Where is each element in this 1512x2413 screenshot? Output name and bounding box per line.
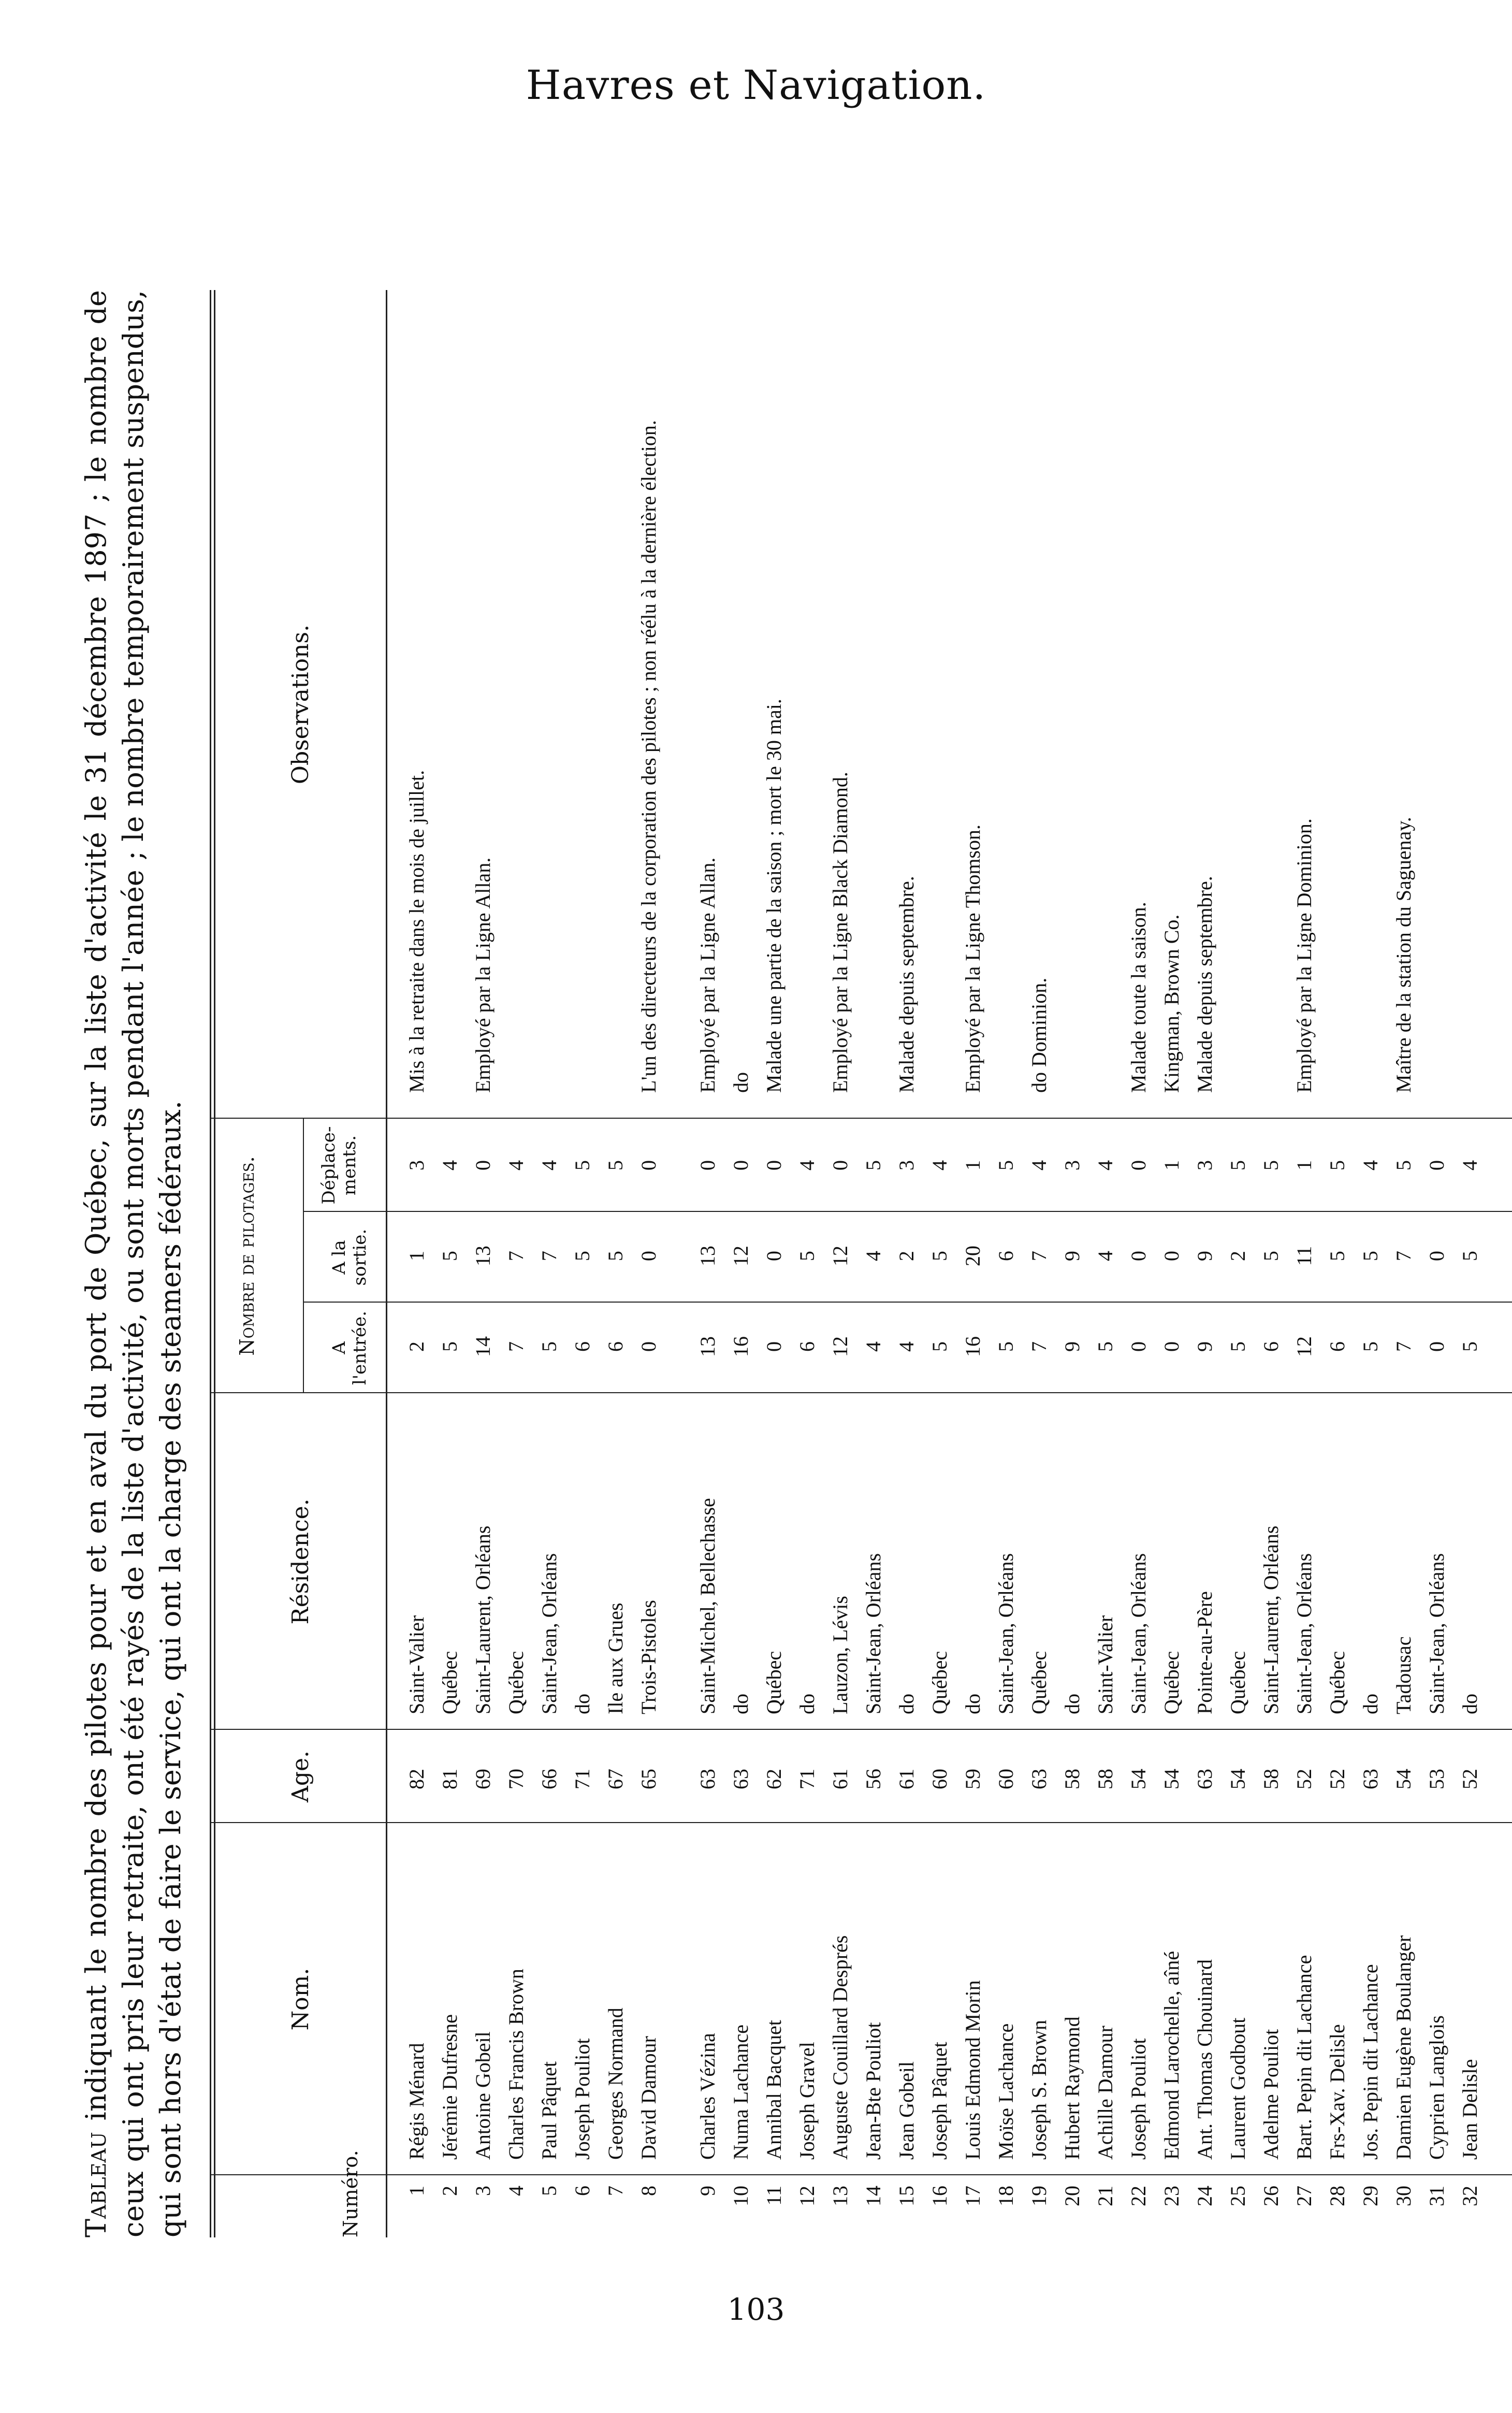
row-number: 32 [1458,2186,1481,2206]
row-age: 63 [1027,1769,1051,1789]
table-row [603,290,629,2237]
pilots-table [210,290,1512,2237]
row-residence: Québec [1326,1651,1349,1714]
row-sortie: 12 [828,1246,852,1266]
row-residence: Québec [928,1651,951,1714]
row-residence: do [795,1694,819,1714]
row-deplacements: 1 [1160,1160,1183,1171]
row-residence: Trois-Pistoles [637,1600,660,1714]
row-entree: 5 [994,1341,1017,1352]
row-residence: Saint-Jean, Orléans [862,1553,885,1714]
row-name: Jérémie Dufresne [438,2014,461,2160]
row-sortie: 0 [1160,1251,1183,1261]
table-row [794,290,820,2237]
row-deplacements: 5 [862,1160,885,1171]
row-name: Auguste Couillard Després [828,1935,852,2160]
row-number: 31 [1425,2186,1448,2206]
row-number: 21 [1094,2186,1117,2206]
row-entree: 6 [571,1341,594,1352]
row-residence: Saint-Jean, Orléans [537,1553,561,1714]
row-number: 6 [571,2186,594,2196]
row-observation: Malade toute la saison. [1127,902,1150,1093]
row-number: 2 [438,2186,461,2196]
row-residence: do [1359,1694,1382,1714]
row-residence: Québec [1160,1651,1183,1714]
row-deplacements: 1 [961,1160,984,1171]
row-sortie: 5 [571,1251,594,1261]
row-number: 10 [729,2186,752,2206]
row-name: Joseph Gravel [795,2042,819,2160]
row-observation: Malade une partie de la saison ; mort le 30 mai. [762,699,786,1093]
row-residence: do [571,1694,594,1714]
row-number: 25 [1226,2186,1249,2206]
row-number: 12 [795,2186,819,2206]
row-sortie: 4 [1094,1251,1117,1261]
row-number: 27 [1292,2186,1316,2206]
row-age: 70 [504,1769,528,1789]
row-entree: 12 [1292,1336,1316,1357]
row-age: 58 [1060,1769,1084,1789]
row-sortie: 7 [1027,1251,1051,1261]
table-row [1291,290,1317,2237]
row-sortie: 9 [1193,1251,1216,1261]
row-deplacements: 0 [828,1160,852,1171]
row-number: 3 [471,2186,495,2196]
row-name: Jean Delisle [1458,2059,1481,2160]
row-deplacements: 0 [696,1160,719,1171]
row-number: 8 [637,2186,660,2196]
table-caption [78,290,190,2237]
table-row [960,290,986,2237]
row-entree: 5 [537,1341,561,1352]
row-age: 81 [438,1769,461,1789]
row-deplacements: 0 [471,1160,495,1171]
row-number: 9 [696,2186,719,2196]
row-residence: Québec [762,1651,786,1714]
row-residence: do [1060,1694,1084,1714]
row-name: Antoine Gobeil [471,2031,495,2160]
row-entree: 7 [1392,1341,1415,1352]
row-observation: Maître de la station du Saguenay. [1392,817,1415,1093]
row-residence: Saint-Laurent, Orléans [471,1525,495,1714]
row-entree: 16 [729,1336,752,1357]
row-number: 29 [1359,2186,1382,2206]
row-number: 17 [961,2186,984,2206]
row-sortie: 13 [471,1246,495,1266]
table-row [1192,290,1218,2237]
row-entree: 2 [405,1341,428,1352]
row-name: Régis Ménard [405,2043,428,2160]
row-age: 65 [637,1769,660,1789]
row-number: 22 [1127,2186,1150,2206]
row-name: Louis Edmond Morin [961,1980,984,2160]
row-age: 63 [1359,1769,1382,1789]
table-row [1093,290,1118,2237]
row-number: 7 [604,2186,627,2196]
row-sortie: 5 [1458,1251,1481,1261]
row-deplacements: 3 [1060,1160,1084,1171]
row-observation: Malade depuis septembre. [1193,876,1216,1093]
row-deplacements: 4 [504,1160,528,1171]
header-deplacements: Déplace-ments. [318,1126,360,1205]
row-deplacements: 4 [1094,1160,1117,1171]
table-row [470,290,496,2237]
row-entree: 9 [1193,1341,1216,1352]
row-name: Frs-Xav. Delisle [1326,2024,1349,2160]
row-sortie: 2 [1226,1251,1249,1261]
table-top-rule [210,290,211,2237]
row-deplacements: 4 [1458,1160,1481,1171]
row-observation: Employé par la Ligne Thomson. [961,824,984,1093]
row-age: 54 [1160,1769,1183,1789]
row-name: Joseph Pouliot [1127,2038,1150,2160]
row-number: 26 [1259,2186,1283,2206]
row-age: 61 [828,1769,852,1789]
row-residence: Saint-Jean, Orléans [994,1553,1017,1714]
row-age: 67 [604,1769,627,1789]
table-row [570,290,595,2237]
row-name: Charles Francis Brown [504,1969,528,2160]
row-residence: Tadousac [1392,1636,1415,1714]
row-residence: Saint-Jean, Orléans [1292,1553,1316,1714]
table-row [1325,290,1350,2237]
row-deplacements: 5 [1392,1160,1415,1171]
row-sortie: 5 [438,1251,461,1261]
table-row [695,290,721,2237]
row-observation: Mis à la retraite dans le mois de juillet. [405,770,428,1093]
header-nombre-pilotages: Nombre de pilotages. [236,1156,258,1356]
row-name: Paul Pâquet [537,2061,561,2160]
header-bottom-rule [386,290,387,2237]
row-entree: 4 [862,1341,885,1352]
row-age: 58 [1094,1769,1117,1789]
row-observation: Malade depuis septembre. [895,876,918,1093]
row-deplacements: 5 [1326,1160,1349,1171]
row-entree: 14 [471,1336,495,1357]
row-number: 1 [405,2186,428,2196]
row-age: 63 [729,1769,752,1789]
row-deplacements: 0 [1127,1160,1150,1171]
row-entree: 5 [1226,1341,1249,1352]
running-header: Havres et Navigation. [526,62,986,109]
header-residence: Résidence. [287,1498,314,1625]
row-entree: 0 [1425,1341,1448,1352]
row-residence: do [961,1694,984,1714]
row-residence: Ile aux Grues [604,1602,627,1714]
row-age: 60 [994,1769,1017,1789]
row-sortie: 9 [1060,1251,1084,1261]
row-sortie: 1 [405,1251,428,1261]
row-number: 20 [1060,2186,1084,2206]
row-residence: Québec [438,1651,461,1714]
row-age: 63 [1193,1769,1216,1789]
row-name: Jos. Pepin dit Lachance [1359,1964,1382,2160]
header-observations: Observations. [287,624,314,785]
row-age: 56 [862,1769,885,1789]
table-row [636,290,662,2237]
table-row [1026,290,1052,2237]
row-entree: 6 [1326,1341,1349,1352]
row-sortie: 4 [862,1251,885,1261]
row-entree: 5 [928,1341,951,1352]
row-deplacements: 5 [994,1160,1017,1171]
row-deplacements: 4 [438,1160,461,1171]
table-row [861,290,886,2237]
row-deplacements: 5 [1259,1160,1283,1171]
row-entree: 7 [504,1341,528,1352]
row-number: 14 [862,2186,885,2206]
row-number: 18 [994,2186,1017,2206]
row-deplacements: 3 [405,1160,428,1171]
row-age: 54 [1226,1769,1249,1789]
row-residence: Saint-Valier [405,1615,428,1714]
row-observation: Kingman, Brown Co. [1160,914,1183,1093]
row-name: Numa Lachance [729,2025,752,2160]
table-row [728,290,754,2237]
row-age: 61 [895,1769,918,1789]
row-deplacements: 4 [1359,1160,1382,1171]
header-entree: A l'entrée. [329,1310,370,1385]
row-entree: 6 [795,1341,819,1352]
table-row [1358,290,1384,2237]
header-age: Age. [287,1751,314,1802]
row-sortie: 5 [604,1251,627,1261]
table-row [894,290,920,2237]
row-name: Charles Vézina [696,2033,719,2160]
row-residence: do [729,1694,752,1714]
row-entree: 6 [604,1341,627,1352]
row-entree: 0 [637,1341,660,1352]
table-row [1457,290,1483,2237]
row-name: Georges Normand [604,2007,627,2160]
table-row [1225,290,1251,2237]
row-number: 24 [1193,2186,1216,2206]
row-sortie: 0 [762,1251,786,1261]
row-number: 30 [1392,2186,1415,2206]
row-age: 63 [696,1769,719,1789]
caption-lead: Tableau [80,2132,112,2237]
row-residence: Québec [1226,1651,1249,1714]
row-number: 28 [1326,2186,1349,2206]
row-residence: Saint-Laurent, Orléans [1259,1525,1283,1714]
row-deplacements: 1 [1292,1160,1316,1171]
row-deplacements: 4 [928,1160,951,1171]
row-entree: 5 [438,1341,461,1352]
row-number: 16 [928,2186,951,2206]
row-entree: 0 [762,1341,786,1352]
row-residence: Saint-Jean, Orléans [1127,1553,1150,1714]
row-name: Adelme Pouliot [1259,2029,1283,2160]
row-deplacements: 0 [637,1160,660,1171]
row-residence: Québec [1027,1651,1051,1714]
row-age: 54 [1127,1769,1150,1789]
row-sortie: 13 [696,1246,719,1266]
row-name: Moïse Lachance [994,2023,1017,2160]
row-deplacements: 5 [1226,1160,1249,1171]
row-deplacements: 0 [1425,1160,1448,1171]
row-entree: 5 [1458,1341,1481,1352]
row-entree: 0 [1127,1341,1150,1352]
row-name: Annibal Bacquet [762,2020,786,2160]
row-name: Jean-Bte Pouliot [862,2022,885,2160]
row-deplacements: 5 [571,1160,594,1171]
row-age: 62 [762,1769,786,1789]
row-entree: 16 [961,1336,984,1357]
table-row [1258,290,1284,2237]
table-row [1424,290,1450,2237]
table-row [536,290,562,2237]
header-numero: Numéro. [339,2150,362,2237]
row-number: 5 [537,2186,561,2196]
table-row [1059,290,1085,2237]
row-sortie: 5 [928,1251,951,1261]
row-name: Laurent Godbout [1226,2017,1249,2160]
row-name: Bart. Pepin dit Lachance [1292,1955,1316,2160]
row-deplacements: 4 [537,1160,561,1171]
row-sortie: 20 [961,1246,984,1266]
row-name: Ant. Thomas Chouinard [1193,1959,1216,2160]
table-row [404,290,430,2237]
row-observation: do Dominion. [1027,977,1051,1093]
header-sortie: A la sortie. [329,1229,370,1286]
row-age: 66 [537,1769,561,1789]
page-number: 103 [727,2292,785,2327]
row-number: 11 [762,2186,786,2206]
row-age: 52 [1458,1769,1481,1789]
row-age: 53 [1425,1769,1448,1789]
row-entree: 5 [1094,1341,1117,1352]
row-residence: do [895,1694,918,1714]
row-age: 54 [1392,1769,1415,1789]
row-age: 71 [795,1769,819,1789]
row-observation: do [729,1072,752,1093]
row-deplacements: 3 [1193,1160,1216,1171]
row-age: 71 [571,1769,594,1789]
table-row [1391,290,1417,2237]
row-age: 69 [471,1769,495,1789]
row-entree: 0 [1160,1341,1183,1352]
row-name: Achille Damour [1094,2026,1117,2160]
row-observation: Employé par la Ligne Black Diamond. [828,772,852,1093]
row-entree: 12 [828,1336,852,1357]
row-residence: Saint-Michel, Bellechasse [696,1498,719,1714]
table-top-rule-2 [214,290,215,2237]
row-residence: Québec [504,1651,528,1714]
row-number: 13 [828,2186,852,2206]
row-sortie: 0 [1127,1251,1150,1261]
row-name: Damien Eugène Boulanger [1392,1935,1415,2160]
row-sortie: 5 [1259,1251,1283,1261]
row-residence: Lauzon, Lévis [828,1596,852,1714]
row-number: 15 [895,2186,918,2206]
table-row [1159,290,1185,2237]
row-residence: Saint-Valier [1094,1615,1117,1714]
row-entree: 6 [1259,1341,1283,1352]
row-name: David Damour [637,2036,660,2160]
row-deplacements: 4 [1027,1160,1051,1171]
row-age: 52 [1326,1769,1349,1789]
table-row [927,290,953,2237]
row-number: 4 [504,2186,528,2196]
row-sortie: 2 [895,1251,918,1261]
row-sortie: 11 [1292,1246,1316,1266]
row-sortie: 12 [729,1246,752,1266]
row-observation: Employé par la Ligne Dominion. [1292,818,1316,1093]
row-entree: 4 [895,1341,918,1352]
row-sortie: 0 [1425,1251,1448,1261]
row-name: Joseph Pouliot [571,2038,594,2160]
row-deplacements: 5 [604,1160,627,1171]
row-deplacements: 4 [795,1160,819,1171]
row-sortie: 5 [795,1251,819,1261]
row-observation: L'un des directeurs de la corporation des pilotes ; non réélu à la dernière élection. [637,420,660,1093]
row-sortie: 0 [637,1251,660,1261]
row-age: 59 [961,1769,984,1789]
row-number: 23 [1160,2186,1183,2206]
row-name: Joseph Pâquet [928,2042,951,2160]
table-row [993,290,1019,2237]
row-observation: Employé par la Ligne Allan. [471,857,495,1093]
row-sortie: 6 [994,1251,1017,1261]
table-row [761,290,787,2237]
row-number: 19 [1027,2186,1051,2206]
row-observation: Employé par la Ligne Allan. [696,857,719,1093]
row-age: 52 [1292,1769,1316,1789]
row-entree: 13 [696,1336,719,1357]
row-age: 60 [928,1769,951,1789]
row-deplacements: 0 [762,1160,786,1171]
row-residence: do [1458,1694,1481,1714]
rotated-table-sheet [78,290,1512,2237]
row-sortie: 7 [1392,1251,1415,1261]
row-sortie: 5 [1359,1251,1382,1261]
row-entree: 7 [1027,1341,1051,1352]
table-row [437,290,463,2237]
row-name: Cyprien Langlois [1425,2015,1448,2160]
row-sortie: 7 [537,1251,561,1261]
pilotages-subrule [303,1119,304,1393]
row-age: 58 [1259,1769,1283,1789]
row-sortie: 7 [504,1251,528,1261]
row-name: Joseph S. Brown [1027,2019,1051,2160]
row-residence: Saint-Jean, Orléans [1425,1553,1448,1714]
row-name: Edmond Larochelle, aîné [1160,1950,1183,2160]
row-entree: 9 [1060,1341,1084,1352]
row-deplacements: 3 [895,1160,918,1171]
table-row [827,290,853,2237]
row-entree: 5 [1359,1341,1382,1352]
row-residence: Pointe-au-Père [1193,1591,1216,1714]
row-age: 82 [405,1769,428,1789]
row-name: Jean Gobeil [895,2061,918,2160]
table-row [503,290,529,2237]
caption-text: indiquant le nombre des pilotes pour et en aval du port de Québec, sur la liste d'activité le 31 décembre 1897 ; le nombre de ceux qui ont pris leur retraite, ont été rayés de la liste d'activité, ou sont morts pendant l'année ; le nombre temporairement suspendus, qui sont hors d'état de faire le service, qui ont la charge des steamers fédéraux. [80,290,187,2237]
row-deplacements: 0 [729,1160,752,1171]
table-row [1126,290,1152,2237]
row-name: Hubert Raymond [1060,2016,1084,2160]
header-nom: Nom. [287,1968,314,2031]
row-sortie: 5 [1326,1251,1349,1261]
